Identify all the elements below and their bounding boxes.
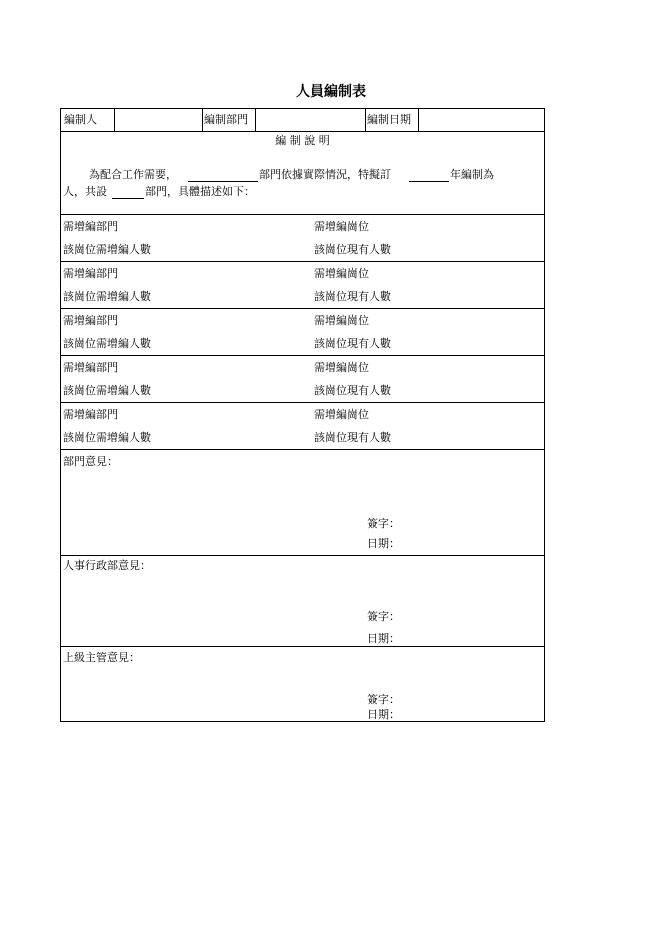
page-title: 人員編制表 [296,84,366,100]
needed-headcount-label: 該崗位需增編人數 [63,431,151,444]
needed-post-label: 需增編崗位 [314,267,369,280]
divider [61,555,544,556]
preparer-input[interactable] [116,109,202,131]
needed-headcount-label: 該崗位需增編人數 [63,243,151,256]
signature-label: 簽字： [367,693,400,706]
divider [61,402,544,403]
current-headcount-label: 該崗位現有人數 [314,431,391,444]
needed-headcount-label: 該崗位需增編人數 [63,384,151,397]
needed-post-label: 需增編崗位 [314,408,369,421]
department-opinion-label: 部門意見： [63,455,118,468]
date-label: 編制日期 [367,113,411,126]
needed-headcount-label: 該崗位需增編人數 [63,290,151,303]
department-label: 編制部門 [204,113,248,126]
explanation-text-2a: 人，共設 [63,185,107,198]
date-field-label: 日期： [367,708,400,721]
current-headcount-label: 該崗位現有人數 [314,243,391,256]
divider [418,109,419,131]
current-headcount-label: 該崗位現有人數 [314,290,391,303]
needed-department-label: 需增編部門 [63,314,118,327]
staffing-form [60,108,545,722]
needed-post-label: 需增編崗位 [314,220,369,233]
divider [61,449,544,450]
needed-department-label: 需增編部門 [63,361,118,374]
signature-label: 簽字： [367,610,400,623]
department-input[interactable] [257,109,365,131]
divider [61,355,544,356]
divider [255,109,256,131]
needed-post-label: 需增編崗位 [314,361,369,374]
needed-headcount-label: 該崗位需增編人數 [63,337,151,350]
divider [61,308,544,309]
divider [114,109,115,131]
blank-year[interactable] [409,181,449,182]
divider [61,214,544,215]
divider [365,109,366,131]
blank-count[interactable] [112,198,144,199]
divider [202,109,203,131]
divider [61,131,544,132]
hr-opinion-label: 人事行政部意見： [63,559,151,572]
needed-department-label: 需增編部門 [63,408,118,421]
date-field-label: 日期： [367,537,400,550]
current-headcount-label: 該崗位現有人數 [314,337,391,350]
explanation-text-1b: 部門依據實際情況，特擬訂 [259,168,391,181]
preparer-label: 編制人 [64,113,97,126]
explanation-heading: 編 制 說 明 [275,134,330,147]
date-input[interactable] [420,109,544,131]
divider [61,646,544,647]
supervisor-opinion-label: 上級主管意見： [63,651,140,664]
current-headcount-label: 該崗位現有人數 [314,384,391,397]
needed-department-label: 需增編部門 [63,267,118,280]
divider [61,261,544,262]
explanation-text-1a: 為配合工作需要， [89,168,177,181]
explanation-text-1c: 年編制為 [450,168,494,181]
explanation-text-2b: 部門，具體描述如下： [145,185,255,198]
needed-post-label: 需增編崗位 [314,314,369,327]
signature-label: 簽字： [367,517,400,530]
date-field-label: 日期： [367,632,400,645]
blank-department-name[interactable] [188,181,258,182]
needed-department-label: 需增編部門 [63,220,118,233]
